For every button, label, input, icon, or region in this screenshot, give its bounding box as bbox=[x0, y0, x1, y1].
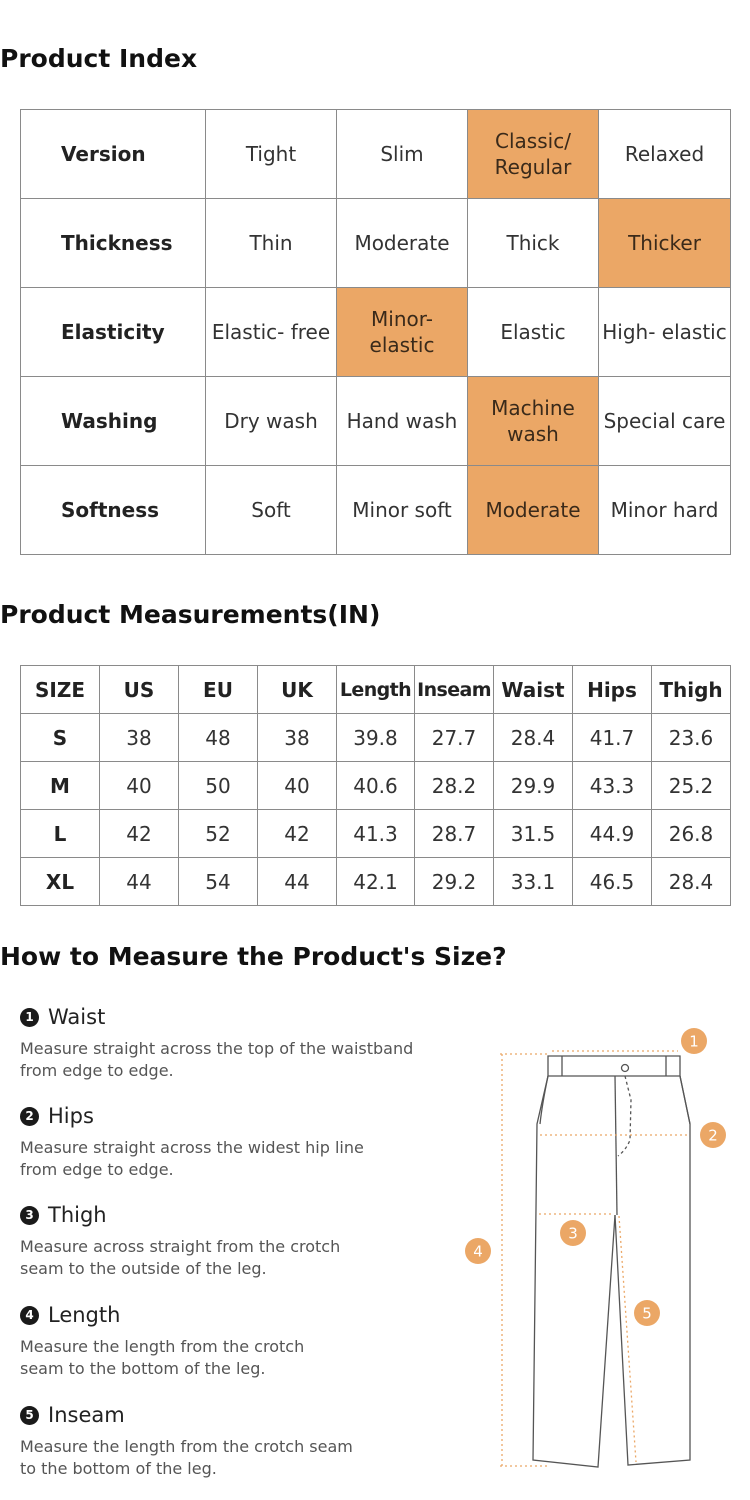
index-option: Hand wash bbox=[337, 377, 468, 466]
size-value-cell: 42.1 bbox=[337, 858, 415, 906]
size-value-cell: 31.5 bbox=[494, 810, 573, 858]
size-value-cell: 28.4 bbox=[494, 714, 573, 762]
size-value-cell: 42 bbox=[100, 810, 179, 858]
size-value-cell: 28.4 bbox=[652, 858, 731, 906]
size-value-cell: 42 bbox=[258, 810, 337, 858]
marker-4-label: 4 bbox=[473, 1242, 483, 1261]
index-row bbox=[21, 199, 731, 288]
marker-3-label: 3 bbox=[568, 1224, 578, 1243]
index-option: Soft bbox=[206, 466, 337, 555]
measure-step bbox=[20, 1401, 460, 1480]
index-row bbox=[21, 110, 731, 199]
step-title bbox=[20, 1003, 460, 1031]
size-header-cell: Thigh bbox=[652, 666, 731, 714]
index-option: Relaxed bbox=[599, 110, 731, 199]
index-option: Slim bbox=[337, 110, 468, 199]
index-row bbox=[21, 377, 731, 466]
measure-step bbox=[20, 1201, 460, 1280]
index-row bbox=[21, 288, 731, 377]
marker-1-label: 1 bbox=[689, 1032, 699, 1051]
step-number-icon: 4 bbox=[20, 1306, 39, 1325]
step-description: Measure straight across the widest hip line from edge to edge. bbox=[20, 1138, 364, 1179]
index-row-label: Elasticity bbox=[21, 288, 206, 377]
step-number-icon: 2 bbox=[20, 1107, 39, 1126]
measure-step bbox=[20, 1102, 460, 1181]
product-index-title: Product Index bbox=[0, 44, 198, 73]
size-chart-table bbox=[20, 665, 731, 906]
step-number-icon: 3 bbox=[20, 1206, 39, 1225]
index-row-label: Thickness bbox=[21, 199, 206, 288]
size-value-cell: 40.6 bbox=[337, 762, 415, 810]
size-value-cell: 26.8 bbox=[652, 810, 731, 858]
size-row bbox=[21, 762, 731, 810]
index-option-selected: Machine wash bbox=[468, 377, 599, 466]
size-value-cell: 38 bbox=[100, 714, 179, 762]
index-row-label: Washing bbox=[21, 377, 206, 466]
size-value-cell: 29.2 bbox=[415, 858, 494, 906]
size-value-cell: 33.1 bbox=[494, 858, 573, 906]
index-option: Elastic bbox=[468, 288, 599, 377]
index-option-selected: Minor- elastic bbox=[337, 288, 468, 377]
step-title-text: Waist bbox=[48, 1005, 106, 1029]
step-title-text: Inseam bbox=[48, 1403, 125, 1427]
size-value-cell: 44.9 bbox=[573, 810, 652, 858]
index-option-selected: Classic/ Regular bbox=[468, 110, 599, 199]
size-header-cell: Length bbox=[337, 666, 415, 714]
marker-5-label: 5 bbox=[642, 1304, 652, 1323]
index-option: High- elastic bbox=[599, 288, 731, 377]
size-value-cell: 46.5 bbox=[573, 858, 652, 906]
index-option: Special care bbox=[599, 377, 731, 466]
size-value-cell: 25.2 bbox=[652, 762, 731, 810]
step-number-icon: 5 bbox=[20, 1406, 39, 1425]
step-title bbox=[20, 1401, 460, 1429]
step-title bbox=[20, 1102, 460, 1130]
size-row bbox=[21, 714, 731, 762]
how-to-measure-title: How to Measure the Product's Size? bbox=[0, 942, 507, 971]
step-title-text: Thigh bbox=[48, 1203, 107, 1227]
size-label-cell: S bbox=[21, 714, 100, 762]
size-row bbox=[21, 858, 731, 906]
size-header-cell: Waist bbox=[494, 666, 573, 714]
step-description: Measure across straight from the crotch seam to the outside of the leg. bbox=[20, 1237, 341, 1278]
index-option: Minor soft bbox=[337, 466, 468, 555]
index-row bbox=[21, 466, 731, 555]
step-title-text: Hips bbox=[48, 1104, 94, 1128]
pants-diagram bbox=[440, 1010, 750, 1490]
size-row bbox=[21, 810, 731, 858]
step-title-text: Length bbox=[48, 1303, 121, 1327]
measure-step bbox=[20, 1301, 460, 1380]
size-label-cell: XL bbox=[21, 858, 100, 906]
index-option-selected: Thicker bbox=[599, 199, 731, 288]
index-option: Minor hard bbox=[599, 466, 731, 555]
size-value-cell: 27.7 bbox=[415, 714, 494, 762]
index-option: Tight bbox=[206, 110, 337, 199]
waistband-outline bbox=[548, 1056, 680, 1076]
size-value-cell: 48 bbox=[179, 714, 258, 762]
size-value-cell: 23.6 bbox=[652, 714, 731, 762]
size-value-cell: 38 bbox=[258, 714, 337, 762]
step-description: Measure the length from the crotch seam to the bottom of the leg. bbox=[20, 1437, 353, 1478]
size-value-cell: 44 bbox=[258, 858, 337, 906]
marker-2-label: 2 bbox=[708, 1126, 718, 1145]
index-option: Elastic- free bbox=[206, 288, 337, 377]
button-icon bbox=[622, 1065, 629, 1072]
size-value-cell: 52 bbox=[179, 810, 258, 858]
step-title bbox=[20, 1201, 460, 1229]
size-value-cell: 28.2 bbox=[415, 762, 494, 810]
step-description: Measure straight across the top of the waistband from edge to edge. bbox=[20, 1039, 414, 1080]
size-value-cell: 28.7 bbox=[415, 810, 494, 858]
index-option: Dry wash bbox=[206, 377, 337, 466]
size-value-cell: 41.3 bbox=[337, 810, 415, 858]
step-number-icon: 1 bbox=[20, 1008, 39, 1027]
index-row-label: Softness bbox=[21, 466, 206, 555]
step-title bbox=[20, 1301, 460, 1329]
index-option: Moderate bbox=[337, 199, 468, 288]
size-header-cell: EU bbox=[179, 666, 258, 714]
size-header-cell: US bbox=[100, 666, 179, 714]
size-header-cell: Inseam bbox=[415, 666, 494, 714]
product-measurements-title: Product Measurements(IN) bbox=[0, 600, 381, 629]
size-value-cell: 41.7 bbox=[573, 714, 652, 762]
index-option-selected: Moderate bbox=[468, 466, 599, 555]
index-option: Thick bbox=[468, 199, 599, 288]
size-header-cell: UK bbox=[258, 666, 337, 714]
measure-step bbox=[20, 1003, 460, 1082]
size-value-cell: 40 bbox=[100, 762, 179, 810]
size-value-cell: 40 bbox=[258, 762, 337, 810]
index-row-label: Version bbox=[21, 110, 206, 199]
fly-seam bbox=[618, 1076, 631, 1156]
size-header-cell: Hips bbox=[573, 666, 652, 714]
index-option: Thin bbox=[206, 199, 337, 288]
size-value-cell: 44 bbox=[100, 858, 179, 906]
size-value-cell: 29.9 bbox=[494, 762, 573, 810]
size-value-cell: 39.8 bbox=[337, 714, 415, 762]
size-value-cell: 54 bbox=[179, 858, 258, 906]
size-header-cell: SIZE bbox=[21, 666, 100, 714]
center-seam bbox=[615, 1076, 617, 1215]
size-value-cell: 50 bbox=[179, 762, 258, 810]
product-index-table bbox=[20, 109, 731, 555]
step-description: Measure the length from the crotch seam to the bottom of the leg. bbox=[20, 1337, 305, 1378]
size-label-cell: L bbox=[21, 810, 100, 858]
size-label-cell: M bbox=[21, 762, 100, 810]
size-value-cell: 43.3 bbox=[573, 762, 652, 810]
